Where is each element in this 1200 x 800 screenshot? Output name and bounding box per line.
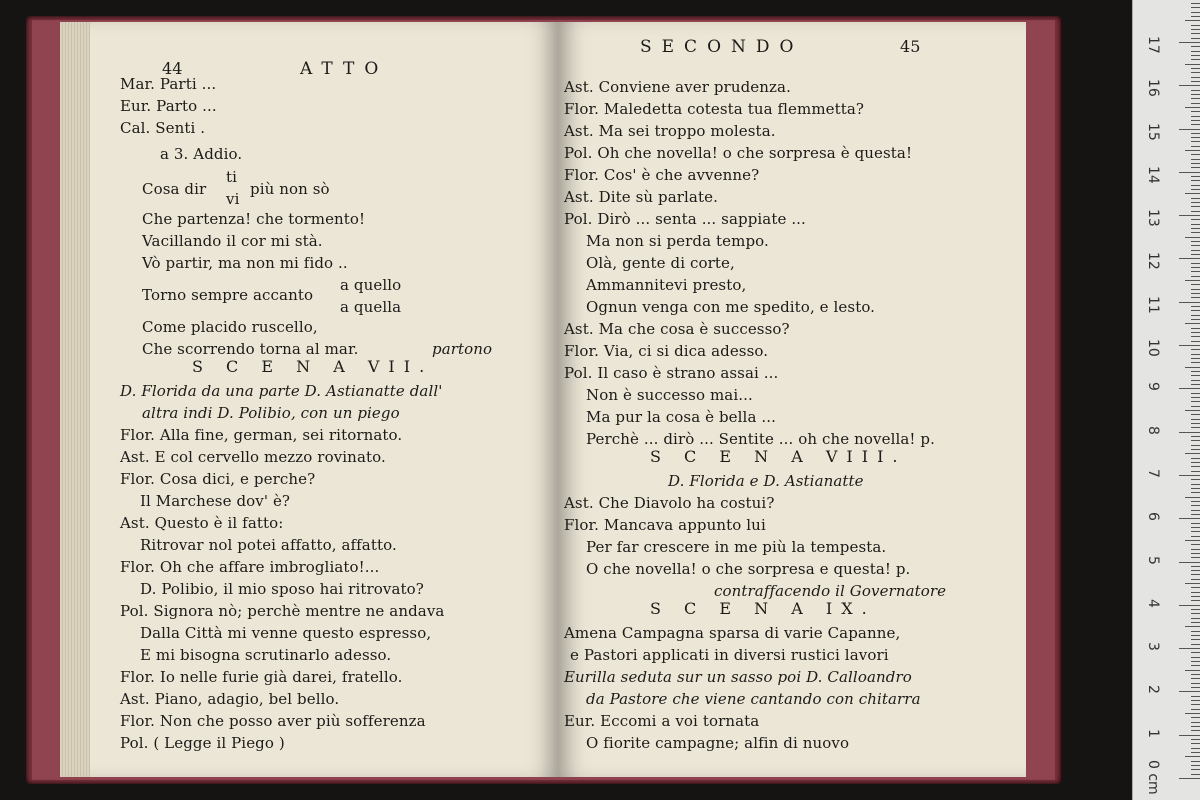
ruler-tick (1191, 206, 1200, 207)
ruler-tick (1185, 150, 1200, 151)
ruler-tick (1185, 323, 1200, 324)
ruler-tick (1191, 683, 1200, 684)
ruler-tick (1179, 735, 1200, 736)
ruler-tick (1191, 146, 1200, 147)
ruler-tick (1191, 55, 1200, 56)
ruler-tick (1191, 458, 1200, 459)
ruler-tick (1191, 566, 1200, 567)
text-line: Vò partir, ma non mi fido .. (142, 254, 348, 272)
ruler-tick (1191, 579, 1200, 580)
ruler-number: 12 (1145, 252, 1161, 271)
ruler-tick (1191, 198, 1200, 199)
ruler-tick (1191, 46, 1200, 47)
text-line: Vacillando il cor mi stà. (142, 232, 323, 250)
measuring-ruler (1132, 0, 1200, 800)
ruler-number: 6 (1145, 512, 1161, 522)
text-line: Ast. Questo è il fatto: (120, 514, 284, 532)
ruler-tick (1191, 276, 1200, 277)
text-line: Flor. Cosa dici, e perche? (120, 470, 316, 488)
ruler-tick (1191, 570, 1200, 571)
ruler-tick (1191, 574, 1200, 575)
ruler-tick (1191, 176, 1200, 177)
ruler-tick (1191, 29, 1200, 30)
text-line: Che partenza! che tormento! (142, 210, 366, 228)
ruler-tick (1191, 748, 1200, 749)
ruler-tick (1179, 562, 1200, 563)
ruler-tick (1191, 765, 1200, 766)
text-line: Ritrovar nol potei affatto, affatto. (140, 536, 397, 554)
ruler-tick (1191, 250, 1200, 251)
ruler-tick (1191, 90, 1200, 91)
ruler-tick (1191, 419, 1200, 420)
text-line: Flor. Cos' è che avvenne? (564, 166, 760, 184)
text-line: Flor. Io nelle furie già darei, fratello. (120, 668, 403, 686)
ruler-tick (1191, 167, 1200, 168)
ruler-tick (1191, 544, 1200, 545)
ruler-tick (1191, 726, 1200, 727)
ruler-tick (1191, 81, 1200, 82)
ruler-tick (1191, 501, 1200, 502)
text-line: a quello (340, 276, 402, 294)
ruler-tick (1191, 263, 1200, 264)
ruler-tick (1191, 189, 1200, 190)
text-line: Cal. Senti . (120, 119, 206, 137)
ruler-tick (1191, 12, 1200, 13)
text-line: Come placido ruscello, (142, 318, 318, 336)
ruler-tick (1191, 232, 1200, 233)
ruler-tick (1191, 436, 1200, 437)
ruler-number: 5 (1145, 555, 1161, 565)
ruler-tick (1191, 769, 1200, 770)
ruler-tick (1191, 362, 1200, 363)
text-line: Pol. ( Legge il Piego ) (120, 734, 285, 752)
ruler-tick (1191, 111, 1200, 112)
ruler-tick (1191, 613, 1200, 614)
ruler-tick (1191, 185, 1200, 186)
ruler-tick (1185, 453, 1200, 454)
ruler-tick (1191, 393, 1200, 394)
ruler-tick (1191, 722, 1200, 723)
ruler-tick (1191, 7, 1200, 8)
ruler-tick (1179, 691, 1200, 692)
text-line: Pol. Signora nò; perchè mentre ne andava (120, 602, 445, 620)
text-line: Ast. Conviene aver prudenza. (564, 78, 791, 96)
ruler-tick (1191, 657, 1200, 658)
ruler-tick (1191, 631, 1200, 632)
ruler-number: 8 (1145, 425, 1161, 435)
stage-direction: contraffacendo il Governatore (714, 582, 947, 600)
text-line: ti (226, 168, 238, 186)
text-line: a 3. Addio. (160, 145, 243, 163)
text-line: Ma pur la cosa è bella ... (586, 408, 776, 426)
ruler-tick (1191, 401, 1200, 402)
text-line: Ma non si perda tempo. (586, 232, 769, 250)
ruler-tick (1191, 536, 1200, 537)
ruler-tick (1191, 514, 1200, 515)
ruler-tick (1191, 315, 1200, 316)
ruler-tick (1191, 297, 1200, 298)
ruler-tick (1191, 336, 1200, 337)
text-line: Eur. Parto ... (120, 97, 217, 115)
ruler-tick (1191, 440, 1200, 441)
ruler-tick (1191, 557, 1200, 558)
ruler-tick (1191, 709, 1200, 710)
ruler-tick (1185, 540, 1200, 541)
ruler-tick (1191, 427, 1200, 428)
ruler-tick (1179, 778, 1200, 779)
ruler-tick (1179, 345, 1200, 346)
page-edges (60, 22, 90, 777)
scene-heading: S C E N A IX. (650, 599, 876, 618)
text-line: più non sò (250, 180, 330, 198)
text-line: Amena Campagna sparsa di varie Capanne, (564, 624, 901, 642)
ruler-tick (1191, 587, 1200, 588)
ruler-tick (1185, 626, 1200, 627)
ruler-tick (1191, 33, 1200, 34)
ruler-tick (1191, 752, 1200, 753)
stage-direction: altra indi D. Polibio, con un piego (142, 404, 400, 422)
text-line: vi (226, 190, 240, 208)
stage-direction: D. Florida e D. Astianatte (668, 472, 864, 490)
ruler-tick (1191, 202, 1200, 203)
ruler-tick (1191, 16, 1200, 17)
ruler-tick (1179, 172, 1200, 173)
ruler-tick (1191, 414, 1200, 415)
ruler-tick (1179, 42, 1200, 43)
text-line: Cosa dir (142, 180, 207, 198)
text-line: Ast. Dite sù parlate. (564, 188, 718, 206)
ruler-tick (1191, 739, 1200, 740)
ruler-tick (1191, 462, 1200, 463)
text-line: Ast. Ma che cosa è successo? (564, 320, 790, 338)
ruler-number: 7 (1145, 468, 1161, 478)
ruler-tick (1191, 120, 1200, 121)
ruler-tick (1191, 38, 1200, 39)
ruler-tick (1191, 696, 1200, 697)
text-line: Pol. Oh che novella! o che sorpresa è questa! (564, 144, 913, 162)
ruler-tick (1191, 310, 1200, 311)
stage-direction: partono (432, 340, 493, 358)
text-line: D. Polibio, il mio sposo hai ritrovato? (140, 580, 424, 598)
ruler-number: 2 (1145, 685, 1161, 695)
ruler-tick (1191, 384, 1200, 385)
text-line: Dalla Città mi venne questo espresso, (140, 624, 432, 642)
text-line: Ast. Piano, adagio, bel bello. (120, 690, 340, 708)
ruler-tick (1191, 154, 1200, 155)
ruler-tick (1191, 77, 1200, 78)
ruler-tick (1179, 388, 1200, 389)
scene-heading: S C E N A VIII. (650, 447, 907, 466)
ruler-tick (1191, 228, 1200, 229)
ruler-tick (1179, 518, 1200, 519)
ruler-tick (1191, 531, 1200, 532)
text-line: E mi bisogna scrutinarlo adesso. (140, 646, 392, 664)
ruler-tick (1191, 328, 1200, 329)
ruler-number: 10 (1145, 339, 1161, 357)
text-line: Flor. Non che posso aver più sofferenza (120, 712, 426, 730)
ruler-tick (1191, 94, 1200, 95)
ruler-tick (1191, 704, 1200, 705)
ruler-tick (1191, 245, 1200, 246)
ruler-tick (1185, 280, 1200, 281)
ruler-tick (1191, 661, 1200, 662)
text-line: Non è successo mai... (586, 386, 753, 404)
ruler-tick (1185, 193, 1200, 194)
ruler-tick (1191, 639, 1200, 640)
ruler-tick (1191, 241, 1200, 242)
ruler-tick (1191, 488, 1200, 489)
ruler-number: 15 (1145, 122, 1161, 141)
ruler-tick (1191, 349, 1200, 350)
ruler-tick (1191, 354, 1200, 355)
ruler-tick (1191, 596, 1200, 597)
ruler-number: 1 (1145, 728, 1161, 738)
ruler-tick (1185, 670, 1200, 671)
ruler-tick (1179, 215, 1200, 216)
ruler-tick (1191, 510, 1200, 511)
text-line: Olà, gente di corte, (586, 254, 735, 272)
ruler-tick (1191, 51, 1200, 52)
running-head-left: ATTO (300, 59, 389, 79)
ruler-tick (1179, 475, 1200, 476)
left-page (60, 22, 558, 777)
ruler-number: 9 (1145, 382, 1161, 392)
text-line: Mar. Parti ... (120, 75, 217, 93)
ruler-tick (1191, 332, 1200, 333)
ruler-tick (1191, 527, 1200, 528)
ruler-tick (1191, 397, 1200, 398)
ruler-tick (1191, 180, 1200, 181)
text-line: Flor. Mancava appunto lui (564, 516, 766, 534)
ruler-tick (1179, 129, 1200, 130)
ruler-tick (1185, 713, 1200, 714)
ruler-tick (1191, 665, 1200, 666)
ruler-tick (1191, 124, 1200, 125)
ruler-unit-label: 0 cm (1145, 760, 1161, 795)
text-line: O che novella! o che sorpresa e questa! p. (586, 560, 911, 578)
ruler-tick (1185, 497, 1200, 498)
text-line: Eur. Eccomi a voi tornata (564, 712, 760, 730)
text-line: Per far crescere in me più la tempesta. (586, 538, 887, 556)
text-line: Torno sempre accanto (142, 286, 314, 304)
ruler-tick (1191, 406, 1200, 407)
text-line: Flor. Oh che affare imbrogliato!... (120, 558, 380, 576)
text-line: e Pastori applicati in diversi rustici lavori (570, 646, 889, 664)
ruler-tick (1191, 59, 1200, 60)
text-line: Ast. Ma sei troppo molesta. (564, 122, 776, 140)
ruler-tick (1185, 583, 1200, 584)
ruler-tick (1191, 644, 1200, 645)
ruler-tick (1191, 471, 1200, 472)
ruler-tick (1191, 284, 1200, 285)
ruler-number: 16 (1145, 79, 1161, 98)
ruler-tick (1191, 592, 1200, 593)
ruler-tick (1191, 293, 1200, 294)
ruler-tick (1191, 622, 1200, 623)
ruler-tick (1191, 761, 1200, 762)
ruler-tick (1191, 484, 1200, 485)
ruler-tick (1185, 410, 1200, 411)
ruler-tick (1191, 600, 1200, 601)
ruler-tick (1179, 85, 1200, 86)
ruler-tick (1185, 20, 1200, 21)
stage-direction: Eurilla seduta sur un sasso poi D. Calloandro (564, 668, 912, 686)
ruler-tick (1191, 98, 1200, 99)
ruler-tick (1191, 678, 1200, 679)
ruler-tick (1191, 674, 1200, 675)
ruler-tick (1191, 116, 1200, 117)
text-line: Flor. Maledetta cotesta tua flemmetta? (564, 100, 865, 118)
ruler-tick (1179, 605, 1200, 606)
text-line: Pol. Dirò ... senta ... sappiate ... (564, 210, 806, 228)
page-number-left: 44 (162, 59, 183, 78)
ruler-tick (1191, 3, 1200, 4)
ruler-tick (1191, 717, 1200, 718)
scene-heading: S C E N A VII. (192, 357, 434, 376)
ruler-tick (1191, 553, 1200, 554)
ruler-tick (1191, 652, 1200, 653)
ruler-tick (1191, 445, 1200, 446)
ruler-number: 11 (1145, 295, 1161, 314)
ruler-tick (1191, 743, 1200, 744)
ruler-tick (1191, 466, 1200, 467)
ruler-number: 14 (1145, 165, 1161, 184)
ruler-tick (1191, 141, 1200, 142)
running-head-right: SECONDO (640, 37, 804, 57)
ruler-tick (1191, 774, 1200, 775)
ruler-tick (1191, 271, 1200, 272)
ruler-tick (1191, 730, 1200, 731)
ruler-tick (1191, 549, 1200, 550)
ruler-tick (1191, 358, 1200, 359)
ruler-tick (1191, 505, 1200, 506)
ruler-number: 4 (1145, 598, 1161, 608)
ruler-tick (1191, 159, 1200, 160)
ruler-tick (1191, 224, 1200, 225)
ruler-tick (1191, 371, 1200, 372)
text-line: Ast. Che Diavolo ha costui? (564, 494, 775, 512)
ruler-tick (1191, 289, 1200, 290)
ruler-tick (1191, 219, 1200, 220)
ruler-tick (1191, 306, 1200, 307)
ruler-tick (1191, 687, 1200, 688)
ruler-tick (1179, 258, 1200, 259)
ruler-tick (1185, 756, 1200, 757)
text-line: Pol. Il caso è strano assai ... (564, 364, 779, 382)
ruler-tick (1191, 380, 1200, 381)
stage-direction: D. Florida da una parte D. Astianatte dall' (120, 382, 443, 400)
text-line: Flor. Via, ci si dica adesso. (564, 342, 769, 360)
ruler-tick (1191, 609, 1200, 610)
ruler-tick (1191, 319, 1200, 320)
ruler-tick (1191, 635, 1200, 636)
ruler-tick (1191, 375, 1200, 376)
text-line: Il Marchese dov' è? (140, 492, 291, 510)
text-line: Ammannitevi presto, (586, 276, 747, 294)
ruler-tick (1191, 133, 1200, 134)
ruler-tick (1191, 267, 1200, 268)
ruler-tick (1191, 618, 1200, 619)
text-line: Ast. E col cervello mezzo rovinato. (120, 448, 386, 466)
ruler-number: 13 (1145, 209, 1161, 227)
ruler-tick (1191, 700, 1200, 701)
ruler-number: 3 (1145, 642, 1161, 652)
ruler-tick (1191, 163, 1200, 164)
stage-direction: da Pastore che viene cantando con chitarra (586, 690, 921, 708)
text-line: Che scorrendo torna al mar. (142, 340, 359, 358)
ruler-tick (1191, 103, 1200, 104)
text-line: Perchè ... dirò ... Sentite ... oh che novella! p. (586, 430, 935, 448)
ruler-number: 17 (1145, 35, 1161, 54)
text-line: a quella (340, 298, 402, 316)
ruler-tick (1191, 137, 1200, 138)
ruler-tick (1191, 449, 1200, 450)
ruler-tick (1191, 523, 1200, 524)
ruler-tick (1191, 423, 1200, 424)
ruler-tick (1191, 68, 1200, 69)
text-line: Ognun venga con me spedito, e lesto. (586, 298, 876, 316)
page-number-right: 45 (900, 37, 921, 56)
text-line: Flor. Alla fine, german, sei ritornato. (120, 426, 403, 444)
ruler-tick (1179, 432, 1200, 433)
ruler-tick (1185, 237, 1200, 238)
ruler-tick (1191, 211, 1200, 212)
ruler-tick (1185, 64, 1200, 65)
ruler-tick (1191, 25, 1200, 26)
ruler-tick (1185, 367, 1200, 368)
ruler-tick (1179, 302, 1200, 303)
ruler-tick (1191, 341, 1200, 342)
ruler-tick (1191, 72, 1200, 73)
ruler-tick (1191, 492, 1200, 493)
ruler-tick (1185, 107, 1200, 108)
ruler-tick (1191, 254, 1200, 255)
ruler-tick (1179, 648, 1200, 649)
right-page (558, 22, 1026, 777)
text-line: O fiorite campagne; alfin di nuovo (586, 734, 850, 752)
ruler-tick (1191, 479, 1200, 480)
